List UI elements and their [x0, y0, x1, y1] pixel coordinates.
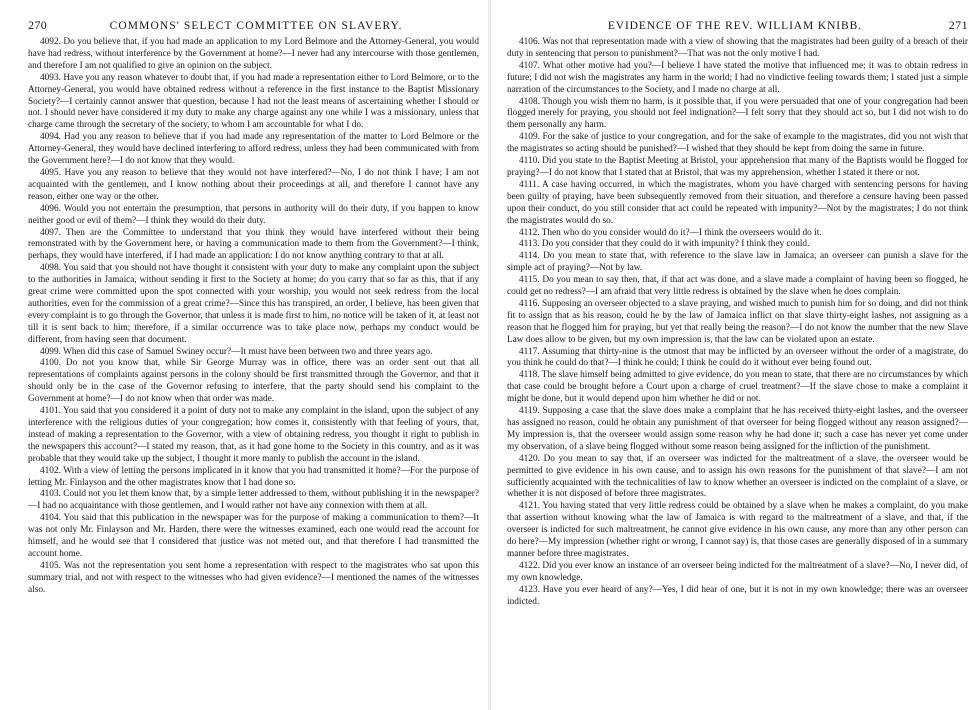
right-page-number: 271	[948, 18, 968, 32]
paragraph: 4103. Could not you let them know that, by a simple letter addressed to them, without publishing it in the newspaper?—I had no acquaintance with those gentlemen, and I would rather not have any connexion with them at all.	[28, 489, 479, 512]
left-page-number: 270	[28, 18, 48, 32]
right-body-text	[507, 37, 968, 609]
paragraph: 4112. Then who do you consider would do it?—I think the overseers would do it.	[519, 227, 822, 238]
paragraph: 4101. You said that you considered it a point of duty not to make any complaint in the island, upon the subject of any interference with the religious duties of your congregation; how comes it, consistently with that feeling of yours, that, instead of making a representation to the Governor, with a view of obtaining redress, you thought it right to publish in the newspapers this account?—I stated my reason, that, as it had gone home to the Society in this country, and as it was probable that they would take up the subject, I thought it more manly to publish the account in the island.	[28, 406, 479, 464]
paragraph: 4102. With a view of letting the persons implicated in it know that you had transmitted it home?—For the purpose of letting Mr. Finlayson and the other magistrates know that I had done so.	[28, 465, 479, 488]
paragraph: 4100. Do not you know that, while Sir George Murray was in office, there was an order sent out that all representations of complaints against persons in the colony should be first transmitted through the Governor, and that it should only be in the case of the Governor refusing to interfere, that the party should send his complaint to the Government at home?—I do not know when that order was made.	[28, 358, 479, 405]
paragraph: 4113. Do you consider that they could do it with impunity? I think they could.	[519, 239, 810, 250]
paragraph: 4118. The slave himself being admitted to give evidence, do you mean to state, that there are no circumstances by which that case could be brought before a Court upon a charge of cruel treatment?—If the slave chose to make a complaint it might be done, but it would depend upon him whether he did or not.	[507, 370, 968, 405]
paragraph: 4099. When did this case of Samuel Swiney occur?—It must have been between two and three years ago.	[40, 346, 433, 357]
left-running-head	[28, 18, 479, 33]
paragraph: 4097. Then are the Committee to understand that you think they would have interfered without their being remonstrated with by the Government here, or having a communication made to them from the Government?—I think, perhaps, they would have interfered, if I had made an application: I do not know anything contrary to that at all.	[28, 227, 479, 262]
paragraph: 4115. Do you mean to say then, that, if that act was done, and a slave made a complaint of having been so flogged, he could get no redress?—I am afraid that very little redress is obtained by the slave when he does complain.	[507, 275, 968, 298]
paragraph: 4096. Would you not entertain the presumption, that persons in authority will do their duty, if you happen to know neither good or evil of them?—I think they would do their duty.	[28, 203, 479, 226]
left-page	[0, 0, 489, 710]
paragraph: 4121. You having stated that very little redress could be obtained by a slave when he makes a complaint, do you make that assertion without knowing what the law of Jamaica is with regard to the maltreatment of a slave, and that, if the overseer is indicted for such maltreatment, he cannot give evidence in his own cause, any more than any other person can do here?—My impression (whether right or wrong, I cannot say) is, that those cases are generally disposed of in a summary manner before three magistrates.	[507, 501, 968, 559]
paragraph: 4108. Though you wish them no harm, is it possible that, if you were persuaded that one of your congregation had been flogged merely for praying, you should not feel indignation?—I felt sorry that they should act so, but I did not wish to do them personally any harm.	[507, 96, 968, 131]
paragraph: 4120. Do you mean to say that, if an overseer was indicted for the maltreatment of a slave, the overseer would be permitted to give evidence in his own cause, and to assign his own reasons for the punishment of that slave?—I am not sufficiently acquainted with the technicalities of law to know whether an overseer is indicted on the complaint of a slave, or whether it is not disposed of before three magistrates.	[507, 453, 968, 500]
paragraph: 4109. For the sake of justice to your congregation, and for the sake of example to the magistrates, did you not wish that the magistrates so acting should be punished?—I wished that they should be kept from doing the same in future.	[507, 132, 968, 155]
left-body-text	[28, 37, 479, 597]
paragraph: 4119. Supposing a case that the slave does make a complaint that he has received thirty-eight lashes, and the overseer has assigned no reason, could he obtain any punishment of that overseer for being flogged without any reason assigned?—My impression is, that the overseer would assign some reason why he had done it; such a case has never yet come under my observation, of a slave being flogged without some reason being assigned for the infliction of the punishment.	[507, 406, 968, 452]
right-running-head-title: EVIDENCE OF THE REV. WILLIAM KNIBB.	[607, 20, 862, 32]
paragraph: 4122. Did you ever know an instance of an overseer being indicted for the maltreatment of a slave?—No, I never did, of my own knowledge.	[507, 560, 968, 583]
paragraph: 4104. You said that this publication in the newspaper was for the purpose of making a communication to them?—It was not only Mr. Finlayson and Mr. Harden, there were the witnesses examined, each one would read the account for himself, and he would see that I considered that justice was not meted out, and that therefore I had transmitted the account home.	[28, 513, 479, 559]
paragraph: 4105. Was not the representation you sent home a representation with respect to the magistrates who sat upon this summary trial, and not with respect to the witnesses who had given evidence?—I mentioned the names of the witnesses also.	[28, 560, 479, 595]
paragraph: 4095. Have you any reason to believe that they would not have interfered?—No, I do not think I have; I am not acquainted with the gentlemen, and I know nothing about their proceedings at all, and therefore I cannot have any reason, either one way or the other.	[28, 167, 479, 202]
left-running-head-title: COMMONS' SELECT COMMITTEE ON SLAVERY.	[109, 20, 403, 32]
paragraph: 4107. What other motive had you?—I believe I have stated the motive that influenced me; it was to obtain redress in future; I did not wish the magistrates any harm in the world; I had no vindictive feeling towards them; I stated just a simple narration of the circumstances to the Society, and I made no charge at all.	[507, 60, 968, 95]
paragraph: 4117. Assuming that thirty-nine is the utmost that may be inflicted by an overseer without the order of a magistrate, do you think he could do that?—I think he could; I think he could do it without ever being found out.	[507, 346, 968, 369]
paragraph: 4094. Had you any reason to believe that if you had made any representation of the matter to Lord Belmore or the Attorney-General, they would have declined interfering to afford redress, unless they had been communicated with from the Government here?—I do not know that they would.	[28, 132, 479, 167]
right-page	[491, 0, 980, 710]
paragraph: 4123. Have you ever heard of any?—Yes, I did hear of one, but it is not in my own knowledge; there was an overseer indicted.	[507, 584, 968, 607]
paragraph: 4106. Was not that representation made with a view of showing that the magistrates had been guilty of a breach of their duty in sentencing that person to punishment?—That was not the only motive I had.	[507, 37, 968, 59]
paragraph: 4111. A case having occurred, in which the magistrates, whom you have charged with sentencing persons for having been guilty of praying, have been subsequently removed from their situation, and therefore a censure having been passed upon their conduct, do you still consider that act could be repeated with impunity?—Not by the magistrates; I do not think the magistrates would do so.	[507, 179, 968, 226]
paragraph: 4110. Did you state to the Baptist Meeting at Bristol, your apprehension that many of the Baptists would be flogged for praying?—I do not know that I stated that at Bristol, that was my apprehension, whether I stated it there or not.	[507, 156, 968, 178]
right-running-head	[507, 18, 968, 33]
paragraph: 4098. You said that you should not have thought it consistent with your duty to make any complaint upon the subject to the authorities in Jamaica, without sending it first to the Society at home; do you carry that so far as this, that if any great crime were committed upon the spot connected with your worship, you would not seek redress from the local authorities, even for the commission of a great crime?—Since this has transpired, an order, I believe, has been given that every complaint is to go through the Governor, that unless it is made first to him, no notice will be taken of it, at least not till it is sent back to him; therefore, if a similar occurrence was to take place now, perhaps my conduct would be different, from having seen that document.	[28, 263, 479, 345]
paragraph: 4114. Do you mean to state that, with reference to the slave law in Jamaica, an overseer can punish a slave for the simple act of praying?—Not by law.	[507, 251, 968, 274]
paragraph: 4092. Do you believe that, if you had made an application to my Lord Belmore and the Attorney-General, you would have had redress, without interference by the Government at home?—I never had any intercourse with those gentlemen, and therefore I am not qualified to give an opinion on the subject.	[28, 37, 479, 71]
paragraph: 4093. Have you any reason whatever to doubt that, if you had made a representation either to Lord Belmore, or to the Attorney-General, you would have obtained redress without a reference in the first instance to the Baptist Missionary Society?—I certainly cannot answer that question, because I had not the least means of ascertaining whether I should or not. I should never have considered it my duty to make any charge against any one while I was a missionary, unless that charge came through the secretary of the society, to whom I am accountable for what I do.	[28, 72, 479, 131]
paragraph: 4116. Supposing an overseer objected to a slave praying, and wished much to punish him for so doing, and did not think fit to assign that as his reason, could he by the law of Jamaica inflict on that slave thirty-eight lashes, not assigning as a reason that he flogged him for praying, but yet that really being the reason?—I do not know the number that the new Slave Law does allow to be given, but my own impression is, that the law can be violated upon an estate.	[507, 298, 968, 345]
